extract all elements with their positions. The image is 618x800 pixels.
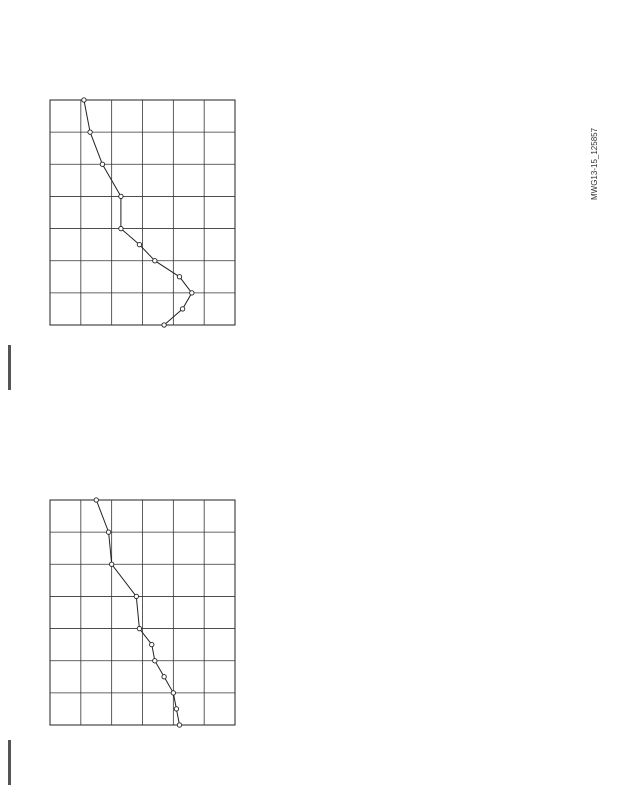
data-point xyxy=(119,194,123,198)
data-point xyxy=(153,259,157,263)
data-point xyxy=(162,323,166,327)
data-point xyxy=(177,723,181,727)
data-point xyxy=(174,707,178,711)
data-point xyxy=(177,275,181,279)
data-point xyxy=(190,291,194,295)
data-point xyxy=(137,242,141,246)
data-point xyxy=(150,642,154,646)
data-point xyxy=(94,498,98,502)
data-point xyxy=(82,98,86,102)
data-point xyxy=(134,594,138,598)
data-point xyxy=(153,659,157,663)
data-point xyxy=(137,626,141,630)
data-point xyxy=(100,162,104,166)
data-point xyxy=(106,530,110,534)
document-id-label: MWG13-15_125857 xyxy=(590,127,599,200)
data-point xyxy=(119,226,123,230)
chart-2 xyxy=(50,498,235,727)
chart-1 xyxy=(50,98,235,327)
data-point xyxy=(109,562,113,566)
series-line xyxy=(84,100,192,325)
data-point xyxy=(171,691,175,695)
data-point xyxy=(88,130,92,134)
data-point xyxy=(180,307,184,311)
data-point xyxy=(162,675,166,679)
